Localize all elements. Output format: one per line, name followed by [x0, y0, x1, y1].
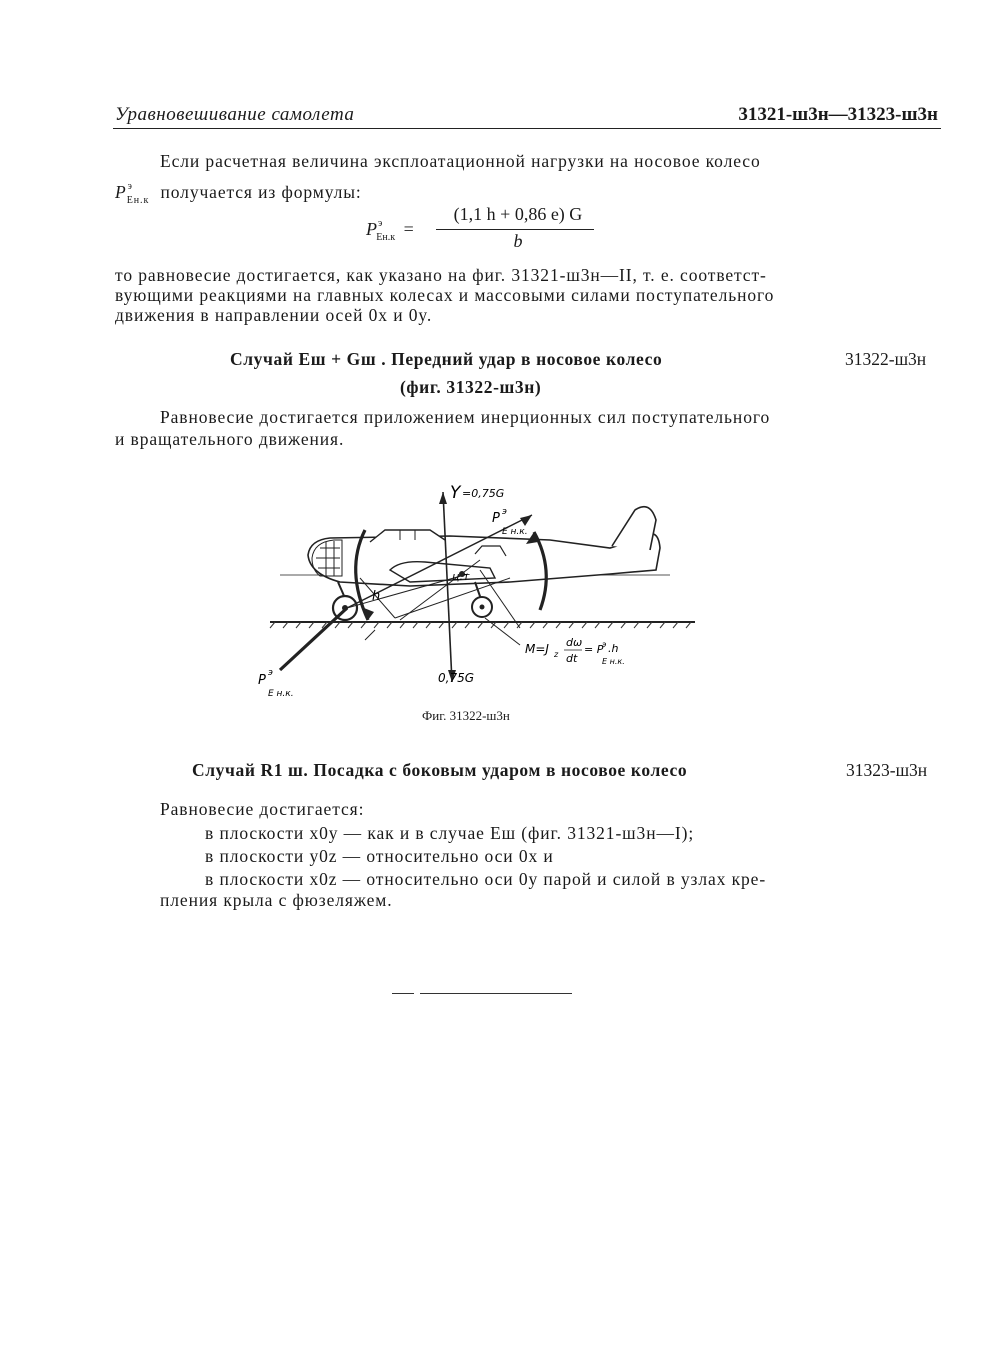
pe-impact-force-line — [280, 608, 347, 670]
running-header-title: Уравновешивание самолета — [115, 104, 355, 125]
header-rule — [113, 128, 941, 129]
result-line-2: вующими реакциями на главных колесах и массовыми силами поступательного — [115, 285, 775, 305]
formula-lhs-sup: э — [378, 218, 383, 229]
section-31322-heading-line-2: (фиг. 31322-ш3н) — [400, 377, 542, 397]
fig-label-pe-bottom: P — [258, 673, 266, 688]
section-31322-body-line-2: и вращательного движения. — [115, 429, 345, 449]
cockpit-canopy — [370, 530, 445, 542]
formula-fraction-bar — [436, 229, 594, 230]
formula-equals: = — [403, 219, 414, 239]
fig-label-h: h — [372, 589, 381, 604]
section-31323-item-1: в плоскости x0y — как и в случае Eш (фиг. 31321-ш3н—I); — [205, 823, 695, 843]
fig-label-pe-top-sup: э — [502, 507, 507, 517]
fig-label-moment-num: dω — [566, 636, 583, 649]
formula-numerator: (1,1 h + 0,86 e) G — [453, 204, 583, 224]
end-rule-short — [392, 993, 414, 994]
intro-symbol-sub: Eн.к — [126, 195, 150, 206]
section-31322-number: 31322-ш3н — [845, 349, 927, 369]
section-31322-heading-line-1: Случай Eш + Gш . Передний удар в носовое колесо — [230, 349, 663, 369]
formula-lhs-p: P — [366, 219, 377, 239]
section-31323-intro: Равновесие достигается: — [160, 799, 365, 819]
fig-label-moment-rhs-sup: э — [602, 640, 607, 649]
fig-label-moment-rhs: = P — [584, 643, 604, 656]
section-31323-heading: Случай R1 ш. Посадка с боковым ударом в носовое колесо — [192, 760, 688, 780]
fig-label-down-force: 0,75G — [438, 671, 475, 685]
fig-label-moment-den: dt — [566, 652, 578, 665]
formula-denominator: b — [513, 231, 523, 251]
fig-label-moment-h: .h — [608, 642, 619, 655]
fig-label-pe-bottom-sup: э — [268, 668, 273, 678]
figure-aircraft-diagram — [250, 470, 710, 710]
fig-label-pe-top: P — [492, 511, 500, 526]
fig-label-pe-top-sub: E н.к. — [502, 527, 528, 537]
running-header-section-range: 31321-ш3н—31323-ш3н — [738, 104, 938, 125]
section-31323-item-3-line-2: пления крыла с фюзеляжем. — [160, 890, 393, 910]
result-line-3: движения в направлении осей 0x и 0y. — [115, 305, 433, 325]
section-31323-item-2: в плоскости y0z — относительно оси 0x и — [205, 846, 554, 866]
section-31322-body-line-1: Равновесие достигается приложением инерционных сил поступательного — [160, 407, 771, 427]
intro-line-1: Если расчетная величина эксплоатационной нагрузки на носовое колесо — [160, 151, 761, 171]
result-line-1: то равновесие достигается, как указано на фиг. 31321-ш3н—II, т. е. соответст- — [115, 265, 767, 285]
formula-lhs — [366, 218, 414, 243]
intro-line-2-text: получается из формулы: — [160, 182, 362, 202]
section-31323-number: 31323-ш3н — [846, 760, 928, 780]
section-31323-item-3-line-1: в плоскости x0z — относительно оси 0y парой и силой в узлах кре- — [205, 869, 767, 889]
fig-label-cm: ц.т — [452, 570, 470, 583]
pe-inertia-arrowhead — [520, 515, 532, 526]
fig-label-up-force: =0,75G — [462, 487, 505, 500]
fig-label-moment: M=J — [525, 642, 549, 656]
fig-label-pe-bottom-sub: E н.к. — [268, 689, 294, 699]
up-arrowhead — [439, 492, 447, 504]
intro-symbol-p: P — [115, 182, 127, 202]
fig-label-moment-z: z — [554, 650, 559, 659]
fig-label-moment-rhs-sub: E н.к. — [602, 657, 625, 666]
formula-lhs-sub: Eн.к — [376, 232, 396, 243]
end-rule-long — [420, 993, 572, 994]
intro-symbol-sup: э — [127, 181, 133, 192]
fig-label-y: Y — [450, 483, 461, 503]
intro-line-2 — [115, 176, 362, 212]
vertical-tail — [612, 507, 656, 550]
figure-caption: Фиг. 31322-ш3н — [422, 708, 510, 723]
